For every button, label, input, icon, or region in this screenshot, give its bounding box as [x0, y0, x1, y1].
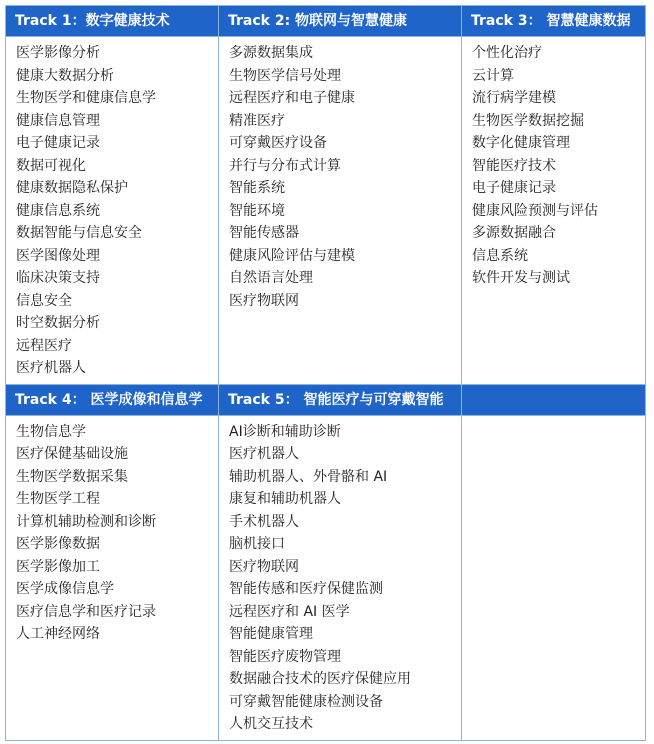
content-row-2: [6, 415, 646, 740]
empty-header: [462, 384, 646, 415]
topic-item: 智能传感器: [229, 225, 299, 241]
topic-item: 生物医学和健康信息学: [16, 90, 156, 106]
topic-item: 医疗机器人: [16, 360, 86, 376]
header-row-2: [6, 384, 646, 415]
track-3-list: [462, 37, 645, 294]
topic-item: 健康信息系统: [16, 202, 100, 219]
topic-item: 智能健康管理: [229, 626, 313, 642]
topic-item: 生物医学数据采集: [16, 468, 128, 485]
topic-item: 手术机器人: [229, 513, 299, 530]
topic-item: 医疗物联网: [229, 558, 299, 575]
topic-item: 医疗保健基础设施: [16, 446, 128, 462]
topic-item: 医学图像处理: [16, 247, 100, 264]
track-1-topics: [6, 37, 219, 385]
topic-item: 可穿戴医疗设备: [229, 135, 327, 151]
topic-item: 数据融合技术的医疗保健应用: [229, 671, 411, 687]
topic-item: 医疗物联网: [229, 292, 299, 309]
topic-item: 自然语言处理: [229, 270, 313, 286]
empty-cell: [462, 415, 646, 740]
topic-item: 医疗信息学和医疗记录: [16, 603, 156, 620]
track-3-header: Track 3： 智慧健康数据: [462, 6, 646, 37]
topic-item: 生物信息学: [16, 423, 86, 440]
topic-item: 精准医疗: [229, 112, 285, 129]
topic-item: 电子健康记录: [472, 180, 556, 196]
track-1-header: Track 1：数字健康技术: [6, 6, 219, 37]
topic-item: 信息系统: [472, 247, 528, 264]
track-1-list: [6, 37, 218, 384]
track-3-topics: [462, 37, 646, 385]
topic-item: 康复和辅助机器人: [229, 491, 341, 507]
topic-item: 远程医疗和电子健康: [229, 90, 355, 106]
topic-item: 远程医疗: [16, 337, 72, 354]
topic-item: 医学成像信息学: [16, 581, 114, 597]
topic-item: 医疗机器人: [229, 446, 299, 462]
topic-item: 辅助机器人、外骨骼和 AI: [229, 468, 388, 485]
topic-item: 云计算: [472, 67, 514, 84]
track-2-topics: [219, 37, 462, 385]
topic-item: 健康风险评估与建模: [229, 247, 355, 264]
topic-item: 健康大数据分析: [16, 67, 114, 84]
topic-item: 数据可视化: [16, 157, 86, 174]
track-2-header: Track 2: 物联网与智慧健康: [219, 6, 462, 37]
topic-item: 软件开发与测试: [472, 270, 570, 286]
topic-item: 健康数据隐私保护: [16, 180, 128, 196]
track-5-list: [219, 416, 461, 740]
topic-item: 智能环境: [229, 202, 285, 219]
topic-item: 临床决策支持: [16, 270, 100, 286]
topic-item: 数据智能与信息安全: [16, 225, 142, 241]
track-5-header: Track 5： 智能医疗与可穿戴智能: [219, 384, 462, 415]
topic-item: 生物医学信号处理: [229, 67, 341, 84]
topic-item: 并行与分布式计算: [229, 157, 341, 174]
topic-item: 时空数据分析: [16, 315, 100, 331]
topic-item: 多源数据融合: [472, 225, 556, 241]
topic-item: 电子健康记录: [16, 135, 100, 151]
track-4-topics: [6, 415, 219, 740]
topic-item: 脑机接口: [229, 536, 285, 552]
topic-item: 计算机辅助检测和诊断: [16, 513, 156, 530]
topic-item: 智能传感和医疗保健监测: [229, 581, 383, 597]
track-2-list: [219, 37, 461, 316]
topic-item: 医学影像数据: [16, 536, 100, 552]
topic-item: 智能医疗技术: [472, 157, 556, 174]
topic-item: 健康风险预测与评估: [472, 202, 598, 219]
topic-item: 智能系统: [229, 180, 285, 196]
topic-item: 流行病学建模: [472, 90, 556, 106]
topic-item: 远程医疗和 AI 医学: [229, 603, 350, 620]
topic-item: 智能医疗废物管理: [229, 648, 341, 665]
topic-item: 生物医学工程: [16, 491, 100, 507]
topic-item: 可穿戴智能健康检测设备: [229, 693, 383, 710]
topic-item: 生物医学数据挖掘: [472, 112, 584, 129]
topic-item: 信息安全: [16, 292, 72, 309]
topic-item: 个性化治疗: [472, 45, 542, 61]
header-row-1: [6, 6, 646, 37]
topic-item: 医学影像分析: [16, 45, 100, 61]
topic-item: 人机交互技术: [229, 716, 313, 732]
track-4-list: [6, 416, 218, 650]
track-4-header: Track 4： 医学成像和信息学: [6, 384, 219, 415]
topic-item: 人工神经网络: [16, 626, 100, 642]
topic-item: AI诊断和辅助诊断: [229, 423, 341, 440]
content-row-1: [6, 37, 646, 385]
topic-item: 数字化健康管理: [472, 135, 570, 151]
topic-item: 医学影像加工: [16, 558, 100, 575]
topic-item: 健康信息管理: [16, 112, 100, 129]
topic-item: 多源数据集成: [229, 45, 313, 61]
track-5-topics: [219, 415, 462, 740]
tracks-table: [5, 5, 646, 741]
